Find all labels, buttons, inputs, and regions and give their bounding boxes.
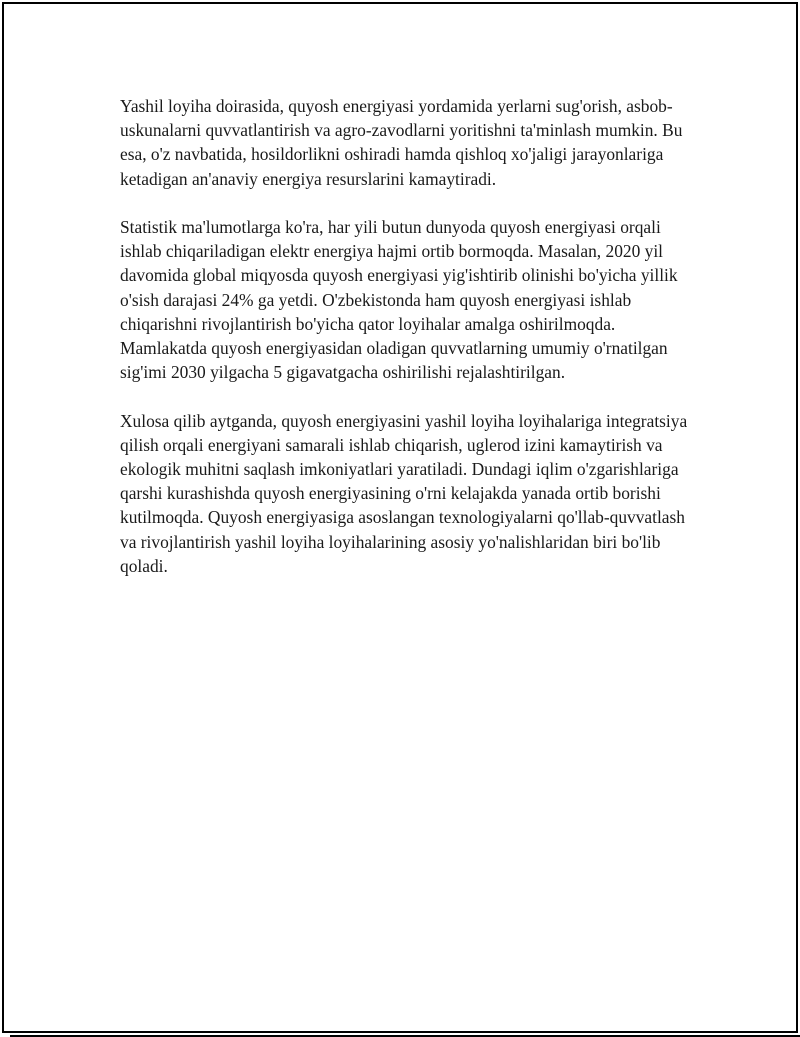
paragraph-statistics: Statistik ma'lumotlarga ko'ra, har yili butun dunyoda quyosh energiyasi orqali ishlab chiqariladigan elektr energiya hajmi ortib bormoqda. Masalan, 2020 yil davomida global miqyosda quyosh energiyasi yig'ishtirib olinishi bo'yicha yillik o'sish darajasi 24% ga yetdi. O'zbekistonda ham quyosh energiyasi ishlab chiqarishni rivojlantirish bo'yicha qator loyihalar amalga oshirilmoqda. Mamlakatda quyosh energiyasidan oladigan quvvatlarning umumiy o'rnatilgan sig'imi 2030 yilgacha 5 gigavatgacha oshirilishi rejalashtirilgan. — [120, 217, 678, 383]
paragraph-solar-agriculture: Yashil loyiha doirasida, quyosh energiyasi yordamida yerlarni sug'orish, asbob-uskunalarni quvvatlantirish va agro-zavodlarni yoritishni ta'minlash mumkin. Bu esa, o'z navbatida, hosildorlikni oshiradi hamda qishloq xo'jaligi jarayonlariga ketadigan an'anaviy energiya resurslarini kamaytiradi. — [120, 96, 683, 189]
document-body — [120, 94, 700, 602]
paragraph-conclusion: Xulosa qilib aytganda, quyosh energiyasini yashil loyiha loyihalariga integratsiya qilish orqali energiyani samarali ishlab chiqarish, uglerod izini kamaytirish va ekologik muhitni saqlash imkoniyatlari yaratiladi. Dundagi iqlim o'zgarishlariga qarshi kurashishda quyosh energiyasining o'rni kelajakda yanada ortib borishi kutilmoqda. Quyosh energiyasiga asoslangan texnologiyalarni qo'llab-quvvatlash va rivojlantirish yashil loyiha loyihalarining asosiy yo'nalishlaridan biri bo'lib qoladi. — [120, 410, 688, 576]
document-page — [2, 2, 798, 1033]
